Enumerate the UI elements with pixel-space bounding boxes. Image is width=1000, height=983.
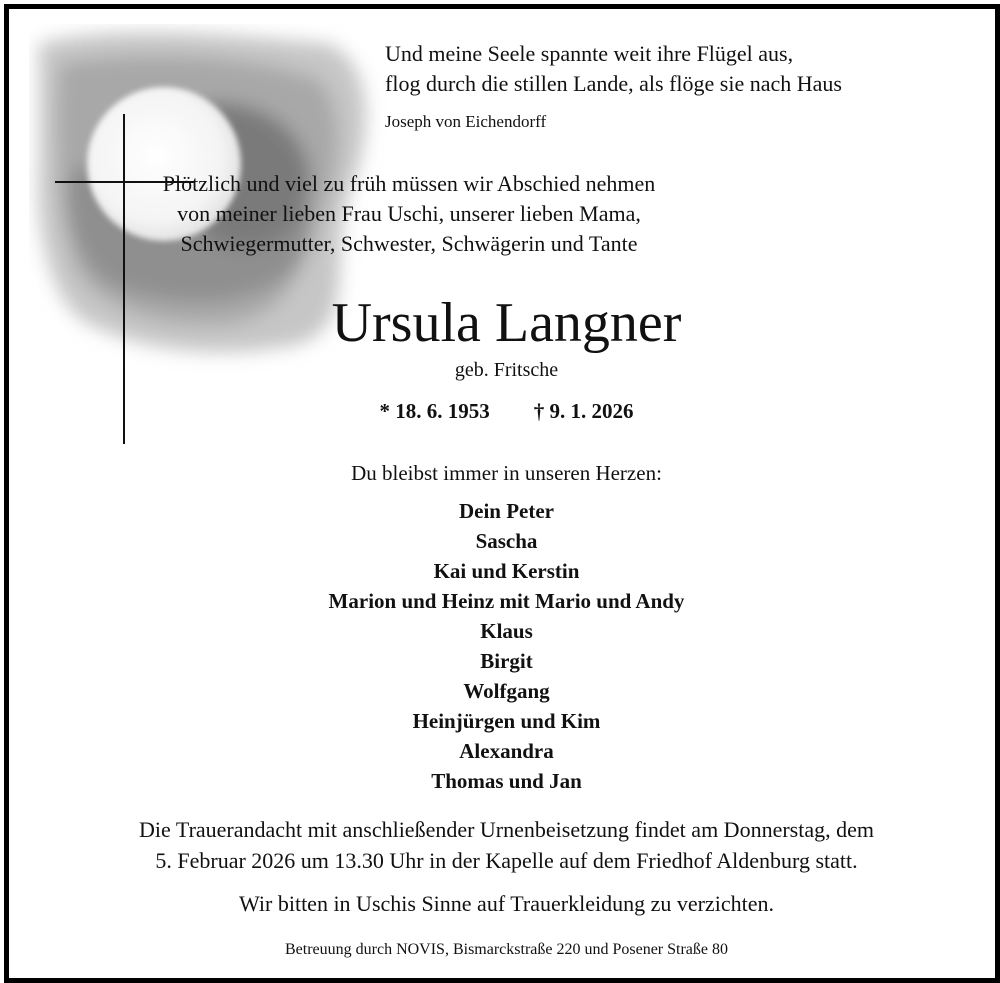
intro-line: Schwiegermutter, Schwester, Schwägerin und Tante <box>180 231 638 256</box>
mourner-name: Sascha <box>475 529 538 553</box>
dress-request: Wir bitten in Uschis Sinne auf Trauerkleidung zu verzichten. <box>239 891 774 916</box>
mourner-name: Heinjürgen und Kim <box>412 709 601 733</box>
mourner-name: Kai und Kerstin <box>433 559 580 583</box>
intro-text <box>119 169 699 259</box>
poem-quote <box>385 39 842 99</box>
death-date: † 9. 1. 2026 <box>533 399 634 423</box>
service-announcement <box>9 814 1000 876</box>
mourner-name: Klaus <box>480 619 533 643</box>
service-line: Die Trauerandacht mit anschließender Urnenbeisetzung findet am Donnerstag, dem <box>139 817 874 842</box>
mourner-name: Thomas und Jan <box>431 769 582 793</box>
mourner-name: Wolfgang <box>463 679 550 703</box>
mourner-name: Birgit <box>480 649 533 673</box>
maiden-name: geb. Fritsche <box>454 359 559 381</box>
intro-line: Plötzlich und viel zu früh müssen wir Abschied nehmen <box>162 171 656 196</box>
poem-author: Joseph von Eichendorff <box>385 112 547 131</box>
obituary-notice <box>4 4 1000 983</box>
mourners-list <box>9 496 1000 796</box>
birth-date: * 18. 6. 1953 <box>379 399 490 423</box>
intro-line: von meiner lieben Frau Uschi, unserer lieben Mama, <box>177 201 641 226</box>
service-line: 5. Februar 2026 um 13.30 Uhr in der Kapelle auf dem Friedhof Aldenburg statt. <box>155 848 858 873</box>
life-dates <box>9 397 1000 425</box>
poem-line: Und meine Seele spannte weit ihre Flügel aus, <box>385 41 794 66</box>
poem-line: flog durch die stillen Lande, als flöge sie nach Haus <box>385 71 842 96</box>
memory-line: Du bleibst immer in unseren Herzen: <box>351 461 662 485</box>
mourner-name: Dein Peter <box>458 499 555 523</box>
funeral-home-footer: Betreuung durch NOVIS, Bismarckstraße 220 und Posener Straße 80 <box>284 941 729 958</box>
deceased-name: Ursula Langner <box>331 292 682 354</box>
mourner-name: Marion und Heinz mit Mario und Andy <box>328 589 685 613</box>
mourner-name: Alexandra <box>459 739 554 763</box>
